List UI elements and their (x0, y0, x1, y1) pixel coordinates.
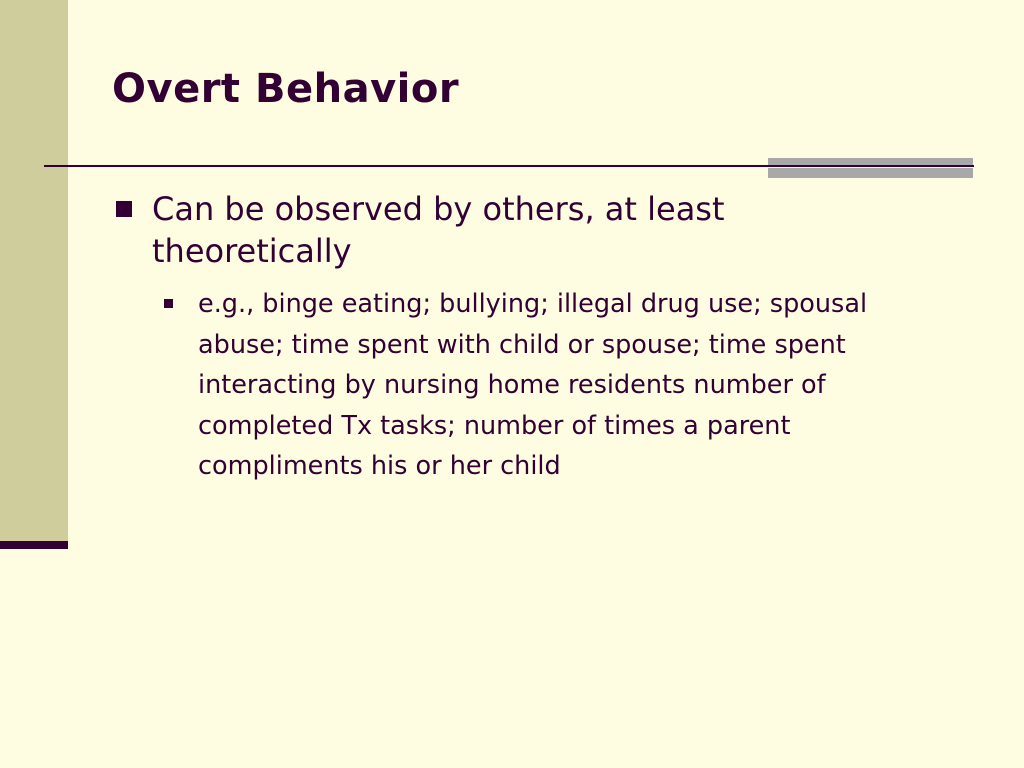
slide-body (112, 188, 972, 487)
title-underline-accent-top (768, 158, 973, 165)
sub-bullet-item (198, 284, 958, 487)
title-underline (44, 165, 974, 167)
bullet-item (112, 188, 852, 272)
side-decoration-bar (0, 0, 68, 541)
side-decoration-foot (0, 541, 68, 549)
sub-bullet-text: e.g., binge eating; bullying; illegal drug use; spousal abuse; time spent with child or spouse; time spent interacting by nursing home residents number of completed Tx tasks; number of times a parent compliments his or her child (198, 289, 868, 482)
title-underline-accent-bottom (768, 168, 973, 178)
slide-title: Overt Behavior (112, 66, 460, 112)
small-square-bullet-icon (164, 299, 173, 308)
bullet-text: Can be observed by others, at least theoretically (152, 190, 725, 270)
square-bullet-icon (116, 201, 132, 217)
